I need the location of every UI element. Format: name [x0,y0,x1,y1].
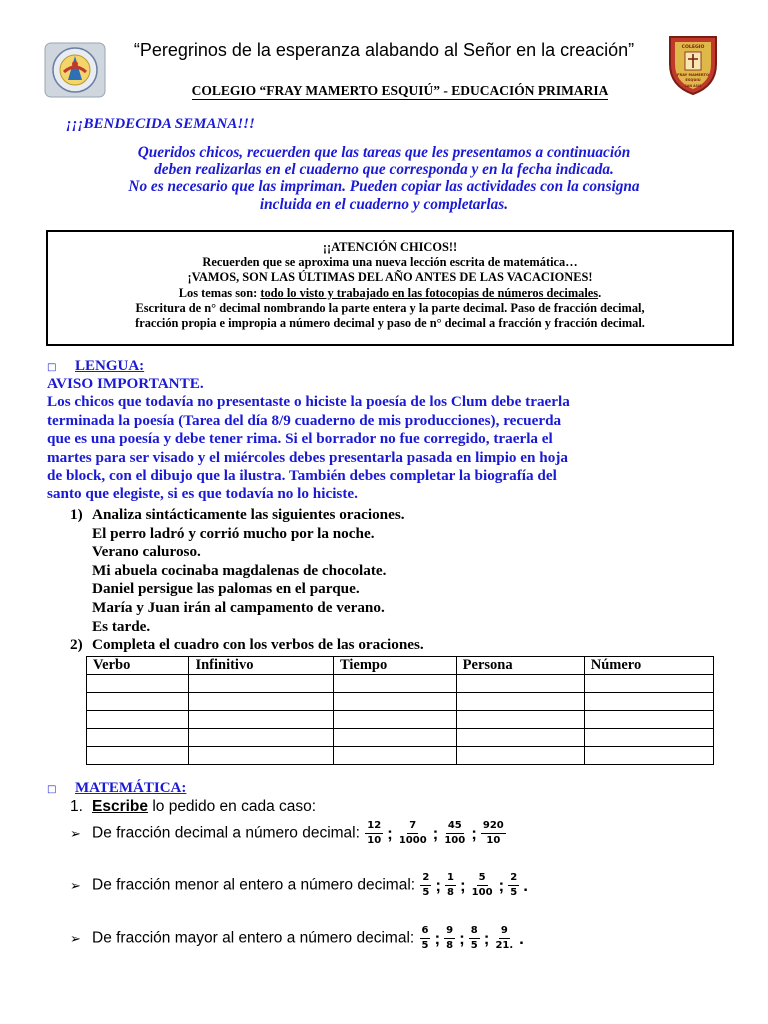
school-name [150,83,650,99]
sentence: El perro ladró y corrió mucho por la noche. [92,524,375,542]
fraction-numerator: 2 [508,872,519,886]
fraction-separator: ; [483,928,490,948]
table-cell [189,711,334,729]
aviso-line: santo que elegiste, si es que todavía no lo hiciste. [47,485,358,503]
fraction-end-period: . [523,875,528,895]
fraction-separator: ; [434,928,441,948]
fraction-separator: ; [432,823,439,843]
table-cell [189,747,334,765]
table-cell [584,693,713,711]
table-cell [333,747,456,765]
lengua-section [47,358,737,504]
fraction-line-label: De fracción mayor al entero a número decimal: [92,929,415,947]
shield-text-fray-mamerto: FRAY MAMERTO [676,73,710,77]
fraction-denominator: 21. [495,940,514,951]
exercise-text: Completa el cuadro con los verbos de las oraciones. [92,636,424,654]
fraction-list [419,872,531,898]
table-row [87,711,714,729]
fraction-separator: ; [387,823,393,843]
shield-text-colegio: COLEGIO [681,45,705,50]
sentence: Verano caluroso. [92,543,201,561]
fraction [469,925,480,952]
sentence: Daniel persigue las palomas en el parque. [92,580,360,598]
table-cell [333,693,456,711]
topics-underlined: todo lo visto y trabajado en las fotocopias de números decimales [260,285,599,300]
table-header: Infinitivo [189,657,334,675]
lengua-exercises [70,506,424,655]
exercise-2-title [70,636,424,655]
fraction-numerator: 2 [420,872,431,886]
fraction-numerator: 45 [446,820,464,834]
attention-line: Escritura de n° decimal nombrando la parte entera y la parte decimal. Paso de fracción decimal, [135,300,645,315]
aviso-line: que es una poesía y debe tener rima. Si el borrador no fue corregido, traerla el [47,430,553,448]
fraction-list [419,925,527,951]
fraction [420,925,431,952]
fraction [470,872,495,899]
exercise-text: Analiza sintácticamente las siguientes oraciones. [92,506,405,523]
fraction-line-label: De fracción menor al entero a número decimal: [92,876,416,894]
shield-text-esquiu: ESQUIÚ [685,78,701,82]
sentence: Es tarde. [92,617,151,635]
fraction [365,820,383,847]
fraction-end-period: . [519,928,524,948]
fraction-denominator: 10 [486,835,501,846]
fraction-numerator: 9 [499,925,510,939]
fraction-line-3 [70,925,527,952]
fraction-separator: ; [471,823,477,843]
fraction-numerator: 1 [445,872,456,886]
fraction-numerator: 7 [407,820,418,834]
school-shield-right [667,34,719,96]
fraction [445,872,456,899]
intro-line: No es necesario que las impriman. Pueden copiar las actividades con la consigna [128,178,640,196]
table-cell [333,729,456,747]
fraction-denominator: 5 [510,887,518,898]
lengua-heading [47,358,737,375]
table-cell [87,675,189,693]
fraction-separator: ; [498,875,505,895]
fraction-numerator: 920 [481,820,506,834]
fraction-separator: ; [435,875,442,895]
exercise-number: 2) [70,636,83,654]
table-cell [189,675,334,693]
fraction-separator: ; [460,875,466,895]
attention-line: ¡VAMOS, SON LAS ÚLTIMAS DEL AÑO ANTES DE LAS VACACIONES! [187,270,593,285]
table-cell [456,675,584,693]
table-cell [584,747,713,765]
arrow-bullet-icon: ➢ [70,825,81,841]
fraction [442,820,467,847]
fraction-line-1 [70,820,507,847]
table-cell [456,729,584,747]
topics-prefix: Los temas son: [178,285,261,300]
intro-line: Queridos chicos, recuerden que las tareas que les presentamos a continuación [137,144,631,161]
intro-line: deben realizarlas en el cuaderno que corresponda y en la fecha indicada. [154,161,614,179]
aviso-line: terminada la poesía (Tarea del día 8/9 cuaderno de mis producciones), recuerda [47,411,562,429]
fraction-denominator: 1000 [398,835,427,846]
lengua-aviso: AVISO IMPORTANTE. [47,375,204,392]
checkbox-bullet-icon: □ [47,362,57,373]
fraction-denominator: 100 [444,835,466,846]
fraction [493,925,515,952]
table-row [87,675,714,693]
fraction-separator: ; [459,928,465,948]
aviso-line: martes para ser visado y el miércoles debes presentarla pasada en limpio en hoja [47,448,568,466]
lengua-heading-text: LENGUA: [75,358,145,374]
table-cell [456,711,584,729]
item-rest: lo pedido en cada caso: [148,798,317,815]
table-cell [87,747,189,765]
fraction-numerator: 8 [469,925,480,939]
table-cell [456,747,584,765]
fraction [397,820,429,847]
fraction-numerator: 5 [477,872,488,886]
attention-box [46,230,734,346]
fraction-numerator: 9 [444,925,455,939]
matematica-heading-text: MATEMÁTICA: [75,780,187,796]
fraction-list [364,820,507,846]
arrow-bullet-icon: ➢ [70,930,81,946]
fraction-denominator: 8 [447,887,454,898]
table-cell [584,675,713,693]
item-verb: Escribe [92,798,149,815]
greeting: ¡¡¡BENDECIDA SEMANA!!! [66,116,255,132]
matematica-item-1 [70,798,316,816]
fraction-denominator: 5 [421,940,429,951]
fraction-numerator: 6 [420,925,431,939]
fraction-denominator: 5 [422,887,430,898]
item-number: 1. [70,798,83,815]
table-row [87,693,714,711]
fraction-denominator: 8 [446,940,454,951]
intro-paragraph [46,144,722,213]
intro-line: incluida en el cuaderno y completarlas. [259,195,509,213]
school-motto: “Peregrinos de la esperanza alabando al Señor en la creación” [133,40,635,60]
table-row [87,747,714,765]
fraction-denominator: 10 [367,835,382,846]
table-cell [87,729,189,747]
table-header: Persona [456,657,584,675]
matematica-heading [47,780,186,797]
attention-line: fracción propia e impropia a número decimal y paso de n° decimal a fracción y fracción decimal. [135,316,645,331]
verbs-table [86,656,714,765]
checkbox-bullet-icon: □ [47,784,57,795]
fraction-denominator: 100 [471,887,493,898]
fraction-line-label: De fracción decimal a número decimal: [92,824,360,842]
exercise-1-title [70,506,424,525]
table-cell [189,693,334,711]
table-cell [456,693,584,711]
attention-topics [48,286,732,301]
sentence: Mi abuela cocinaba magdalenas de chocolate. [92,561,387,579]
table-header: Número [584,657,713,675]
lengua-aviso-text [47,393,737,503]
exercise-number: 1) [70,506,83,523]
table-cell [333,711,456,729]
attention-line: Recuerden que se aproxima una nueva lección escrita de matemática… [202,255,578,270]
table-cell [333,675,456,693]
table-header: Tiempo [333,657,456,675]
school-name-text: COLEGIO “FRAY MAMERTO ESQUIÚ” - EDUCACIÓN PRIMARIA [191,83,609,98]
fraction [444,925,455,952]
fraction [481,820,506,847]
school-emblem-left [44,42,106,98]
fraction-line-2 [70,872,531,899]
sentence: María y Juan irán al campamento de verano. [92,598,385,616]
table-cell [87,711,189,729]
arrow-bullet-icon: ➢ [70,877,81,893]
table-header-row [87,657,714,675]
topics-suffix: . [598,285,602,300]
fraction [420,872,431,899]
shield-text-san-asis: SAN ASIS [684,84,702,88]
table-cell [189,729,334,747]
table-cell [584,729,713,747]
table-cell [584,711,713,729]
fraction-denominator: 5 [470,940,478,951]
table-cell [87,693,189,711]
attention-title: ¡¡ATENCIÓN CHICOS!! [322,240,458,254]
aviso-line: Los chicos que todavía no presentaste o hiciste la poesía de los Clum debe traerla [47,393,570,411]
fraction [508,872,519,899]
table-header: Verbo [87,657,189,675]
table-row [87,729,714,747]
fraction-numerator: 12 [365,820,383,834]
aviso-line: de block, con el dibujo que la ilustra. También debes completar la biografía del [47,467,557,485]
